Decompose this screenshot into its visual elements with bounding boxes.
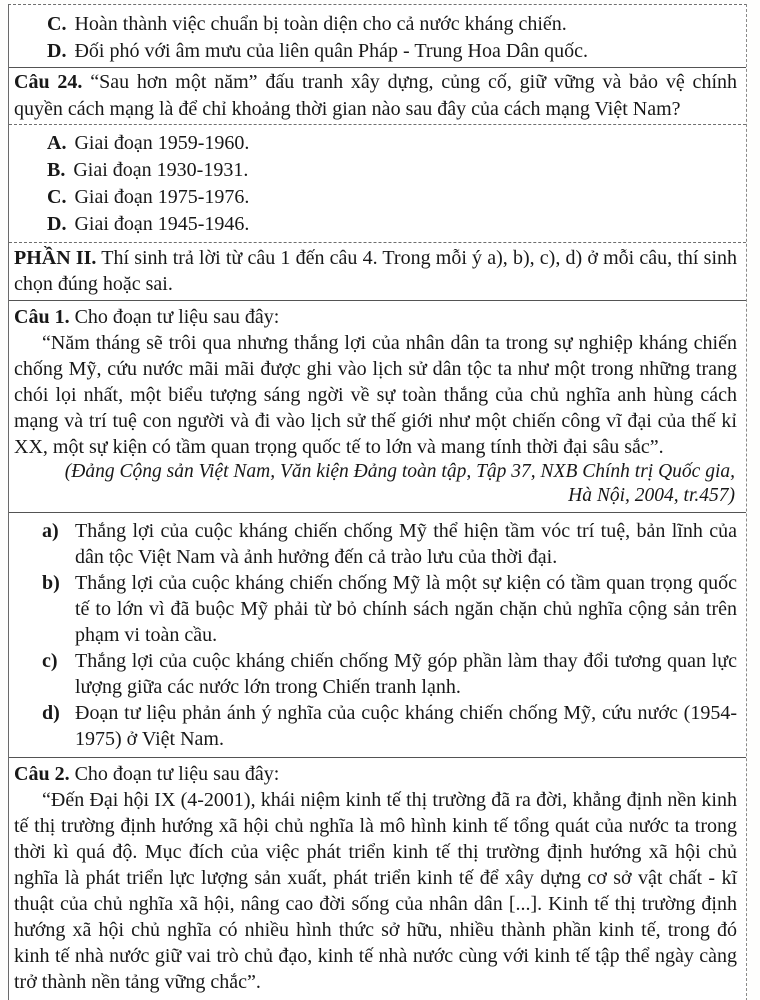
question-number: Câu 24.: [14, 71, 83, 93]
option-letter: D.: [47, 213, 67, 235]
citation-line: Hà Nội, 2004, tr.457): [568, 485, 735, 506]
statement-letter: d): [42, 702, 60, 724]
option-row: [14, 130, 737, 157]
section-part2-header: [9, 243, 746, 301]
exam-sheet: [8, 4, 747, 1000]
section-prev-question-options: [9, 5, 746, 68]
option-text: Giai đoạn 1959-1960.: [74, 132, 250, 154]
question-text: “Sau hơn một năm” đấu tranh xây dựng, củng cố, giữ vững và bảo vệ chính quyền cách mạng là để chỉ khoảng thời gian nào sau đây của cách mạng Việt Nam?: [14, 71, 737, 120]
statement-letter: c): [42, 650, 58, 672]
question-1-quote: “Năm tháng sẽ trôi qua nhưng thắng lợi của nhân dân ta trong sự nghiệp kháng chiến chống Mỹ, cứu nước mãi mãi được ghi vào lịch sử dân tộc ta như một trong những trang chói lọi nhất, một biểu tượng sáng ngời về sự toàn thắng của chủ nghĩa anh hùng cách mạng và trí tuệ con người và đi vào lịch sử thế giới như một chiến công vĩ đại của thế kỉ XX, một sự kiện có tầm quan trọng quốc tế to lớn và mang tính thời đại sâu sắc”.: [14, 332, 737, 458]
section-question-24: [9, 68, 746, 125]
statement-row: [14, 648, 737, 700]
question-2-quote: “Đến Đại hội IX (4-2001), khái niệm kinh tế thị trường đã ra đời, khẳng định nền kinh tế thị trường định hướng xã hội chủ nghĩa là mô hình kinh tế tổng quát của nước ta trong thời kì quá độ. Mục đích của việc phát triển kinh tế thị trường định hướng xã hội chủ nghĩa là phát triển lực lượng sản xuất, phát triển kinh tế để xây dựng cơ sở vật chất - kĩ thuật của chủ nghĩa xã hội, nâng cao đời sống của nhân dân [...]. Kinh tế thị trường định hướng xã hội chủ nghĩa có nhiều hình thức sở hữu, nhiều thành phần kinh tế, trong đó kinh tế nhà nước giữ vai trò chủ đạo, kinh tế nhà nước cùng với kinh tế tập thể ngày càng trở thành nền tảng vững chắc”.: [14, 789, 737, 993]
intro-text: Cho đoạn tư liệu sau đây:: [74, 306, 280, 328]
intro-text: Cho đoạn tư liệu sau đây:: [74, 763, 280, 785]
option-row: [14, 184, 737, 211]
option-letter: C.: [47, 13, 67, 35]
statement-row: [14, 570, 737, 648]
citation-line: (Đảng Cộng sản Việt Nam, Văn kiện Đảng toàn tập, Tập 37, NXB Chính trị Quốc gia,: [64, 461, 735, 482]
statement-text: Thắng lợi của cuộc kháng chiến chống Mỹ thể hiện tầm vóc trí tuệ, bản lĩnh của dân tộc Việt Nam và ảnh hưởng đến cả trào lưu của thời đại.: [75, 520, 737, 568]
question-number: Câu 1.: [14, 306, 70, 328]
option-text: Hoàn thành việc chuẩn bị toàn diện cho cả nước kháng chiến.: [74, 13, 567, 35]
statement-text: Thắng lợi của cuộc kháng chiến chống Mỹ là một sự kiện có tầm quan trọng quốc tế to lớn vì đã buộc Mỹ phải từ bỏ chính sách ngăn chặn chủ nghĩa cộng sản trên phạm vi toàn cầu.: [75, 572, 737, 646]
option-row: [14, 11, 737, 38]
option-letter: C.: [47, 186, 67, 208]
option-text: Giai đoạn 1930-1931.: [73, 159, 249, 181]
statement-text: Thắng lợi của cuộc kháng chiến chống Mỹ góp phần làm thay đổi tương quan lực lượng giữa các nước lớn trong Chiến tranh lạnh.: [75, 650, 737, 698]
section-question-2: [9, 758, 746, 1000]
option-text: Giai đoạn 1975-1976.: [74, 186, 250, 208]
section-question-1: [9, 301, 746, 513]
part2-text: Thí sinh trả lời từ câu 1 đến câu 4. Trong mỗi ý a), b), c), d) ở mỗi câu, thí sinh chọn đúng hoặc sai.: [14, 247, 737, 295]
option-letter: D.: [47, 40, 67, 62]
option-row: [14, 157, 737, 184]
option-text: Giai đoạn 1945-1946.: [74, 213, 250, 235]
part2-instructions: [14, 245, 737, 297]
section-question-1-statements: [9, 513, 746, 758]
statement-letter: b): [42, 572, 60, 594]
part2-label: PHẦN II.: [14, 247, 97, 269]
section-question-24-options: [9, 125, 746, 243]
option-letter: B.: [47, 159, 66, 181]
statement-row: [14, 518, 737, 570]
question-1-intro: [14, 304, 737, 330]
option-row: [14, 211, 737, 238]
statement-row: [14, 700, 737, 752]
citation: [14, 460, 737, 508]
question-24-stem: [14, 69, 737, 123]
statement-letter: a): [42, 520, 59, 542]
option-row: [14, 38, 737, 65]
question-number: Câu 2.: [14, 763, 70, 785]
option-letter: A.: [47, 132, 67, 154]
question-2-intro: [14, 761, 737, 787]
option-text: Đối phó với âm mưu của liên quân Pháp - Trung Hoa Dân quốc.: [74, 40, 589, 62]
statement-text: Đoạn tư liệu phản ánh ý nghĩa của cuộc kháng chiến chống Mỹ, cứu nước (1954-1975) ở Việt Nam.: [75, 702, 737, 750]
